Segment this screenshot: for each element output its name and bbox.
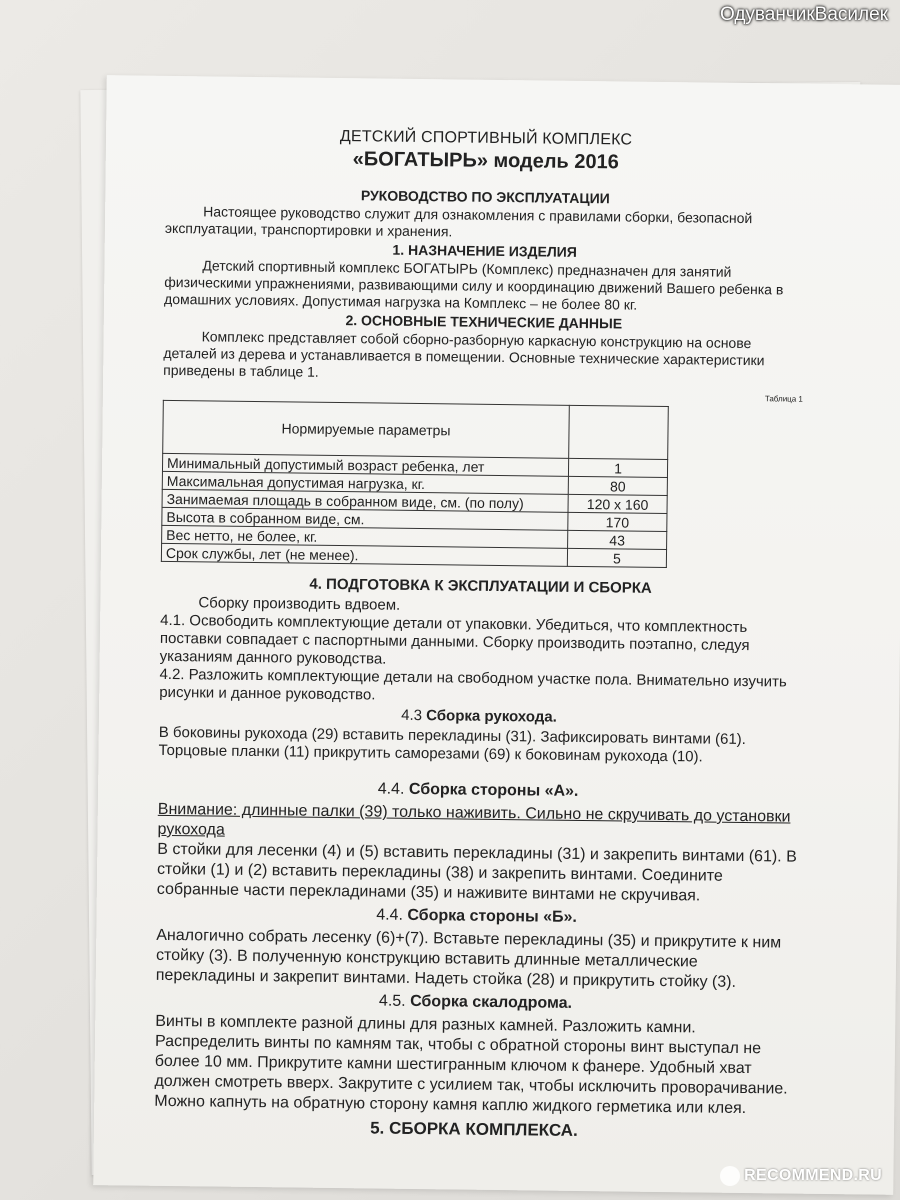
author-username: ОдуванчикВасилек — [719, 4, 888, 25]
section4 — [158, 574, 800, 768]
heading-4-3-number: 4.3 — [401, 706, 423, 725]
table-caption: Таблица 1 — [764, 394, 803, 404]
section4-note: Сборку производить вдвоем. — [198, 594, 401, 614]
heading-4-5-number: 4.5. — [378, 992, 406, 1010]
doc-title-line2: «БОГАТЫРЬ» модель 2016 — [352, 148, 619, 174]
table-param: Вес нетто, не более, кг. — [162, 525, 568, 548]
recommend-logo — [720, 1166, 882, 1186]
table-param: Срок службы, лет (не менее). — [161, 543, 567, 566]
paragraph-4-4a: В стойки для лесенки (4) и (5) вставить перекладины (31) и закрепить винтами (61). В стойки (1) и (2) вставить перекладины (38) и закрепить винтами. Соедините собранные части перекладинами (35) и наживите винтами не скручивая. — [156, 840, 797, 905]
table-value: 80 — [568, 476, 667, 495]
table-value: 120 х 160 — [568, 494, 667, 513]
heading-4-3-title: Сборка рукохода. — [426, 707, 557, 726]
document-content — [154, 126, 806, 1144]
params-table — [161, 400, 669, 568]
paragraph-4-3: В боковины рукохода (29) вставить перекладины (31). Зафиксировать винтами (61). Торцовые планки (11) прикрутить саморезами (69) к боковинам рукохода (10). — [158, 723, 746, 766]
paragraph-4-2: 4.2. Разложить комплектующие детали на свободном участке пола. Внимательно изучить рисунки и данное руководство. — [159, 665, 787, 704]
table-param: Минимальный допустимый возраст ребенка, лет — [162, 453, 568, 476]
heading-4-5-title: Сборка скалодрома. — [410, 992, 573, 1012]
table-header-empty — [569, 405, 669, 459]
heading-4-4a-number: 4.4. — [377, 780, 405, 798]
paragraph-4-4b: Аналогично собрать лесенку (6)+(7). Вставьте перекладины (35) и прикрутите к ним стойку (3). В полученную конструкцию вставить длинные металлические перекладины и закрепит винтами. Надеть стойка (28) и прикрутить стойку (3). — [155, 926, 782, 991]
heading-4-5 — [155, 990, 795, 1016]
section1-heading: 1. НАЗНАЧЕНИЕ ИЗДЕЛИЯ — [392, 241, 577, 260]
assembly-sections — [154, 778, 798, 1144]
heading-4-4b-number: 4.4. — [376, 906, 404, 924]
table-header-row — [163, 400, 669, 459]
table-param: Занимаемая площадь в собранном виде, см. (по полу) — [162, 489, 568, 512]
intro-paragraph: Настоящее руководство служит для ознакомления с правилами сборки, безопасной эксплуатации, транспортировки и хранения. — [164, 203, 753, 240]
section4-heading: 4. ПОДГОТОВКА К ЭКСПЛУАТАЦИИ И СБОРКА — [309, 575, 652, 597]
table-header-cell: Нормируемые параметры — [163, 400, 570, 458]
manual-heading: РУКОВОДСТВО ПО ЭКСПЛУАТАЦИИ — [360, 187, 610, 207]
paragraph-4-5: Винты в комплекте разной длины для разных камней. Разложить камни. Распределить винты по камням так, чтобы с обратной стороны винт выступал не более 10 мм. Прикрутите камни шестигранным ключом к фанере. Удобный хват должен смотреть вверх. Закрутите с усилием так, чтобы исключить проворачивание. Можно капнуть на обратную сторону камня каплю жидкого герметика или клея. — [154, 1012, 788, 1118]
heading-4-4a-title: Сборка стороны «А». — [408, 780, 579, 800]
recommend-logo-icon — [720, 1166, 740, 1186]
recommend-logo-text: RECOMMEND.RU — [744, 1167, 882, 1185]
table-value: 1 — [568, 458, 667, 477]
section2-paragraph: Комплекс представляет собой сборно-разборную каркасную конструкцию на основе деталей из дерева и устанавливается в помещении. Основные технические характеристики приведены в таблице 1. — [163, 328, 765, 380]
section2-heading: 2. ОСНОВНЫЕ ТЕХНИЧЕСКИЕ ДАННЫЕ — [345, 312, 623, 332]
table-value: 43 — [568, 530, 667, 549]
section5-heading: 5. СБОРКА КОМПЛЕКСА. — [370, 1118, 578, 1140]
heading-4-4b-title: Сборка стороны «Б». — [407, 906, 577, 926]
table-value: 170 — [568, 512, 667, 531]
paragraph-4-1: 4.1. Освободить комплектующие детали от упаковки. Убедиться, что комплектность поставки совпадает с паспортными данными. Сборку производить поэтапно, следуя указаниям данного руководства. — [159, 611, 750, 668]
heading-4-4b — [156, 904, 796, 930]
attention-note: Внимание: длинные палки (39) только наживить. Сильно не скручивать до установки рукохода — [157, 800, 791, 839]
heading-4-4a — [158, 778, 798, 804]
paper-sheet — [93, 75, 900, 1195]
table-param: Высота в собранном виде, см. — [162, 507, 568, 530]
table-value: 5 — [567, 548, 666, 567]
section1-paragraph: Детский спортивный комплекс БОГАТЫРЬ (Комплекс) предназначен для занятий физическими упражнениями, развивающими силу и координацию движений Вашего ребенка в домашних условиях. Допустимая нагрузка на Комплекс – не более 80 кг. — [163, 257, 784, 313]
doc-title-line1: ДЕТСКИЙ СПОРТИВНЫЙ КОМПЛЕКС — [339, 128, 633, 149]
table-param: Максимальная допустимая нагрузка, кг. — [162, 471, 568, 494]
